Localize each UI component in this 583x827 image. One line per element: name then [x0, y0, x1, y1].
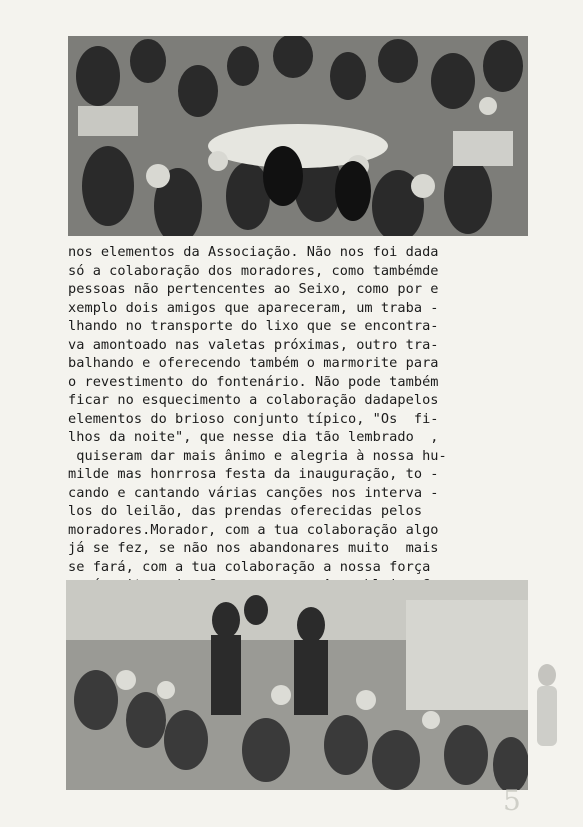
crowd-photo-top — [68, 36, 528, 236]
text-line: los do leilão, das prendas oferecidas pelos — [68, 503, 423, 519]
text-line: milde mas honrrosa festa da inauguração, to - — [68, 466, 439, 482]
text-line: xemplo dois amigos que apareceram, um traba - — [68, 299, 439, 316]
text-line: o revestimento do fontenário. Não pode também — [68, 373, 439, 390]
text-line: elementos do brioso conjunto típico, "Os fi- — [68, 410, 439, 427]
text-line: só a colaboração dos moradores, como tambémde — [68, 262, 439, 279]
article-text — [68, 243, 530, 595]
text-line: ficar no esquecimento a colaboração dadapelos — [68, 392, 439, 408]
text-line: lhando no transporte do lixo que se encontra- — [68, 318, 439, 334]
text-line: pessoas não pertencentes ao Seixo, como por e — [68, 281, 439, 297]
page-number: 5 — [503, 784, 521, 817]
text-line: quiseram dar mais ânimo e alegria à nossa hu- — [68, 447, 447, 464]
text-line: se fará, com a tua colaboração a nossa força — [68, 558, 431, 575]
text-line: va amontoado nas valetas próximas, outro tra- — [68, 336, 439, 353]
side-margin-figure — [532, 660, 562, 750]
text-line: já se fez, se não nos abandonares muito mais — [68, 540, 439, 556]
crowd-photo-bottom — [66, 580, 528, 790]
text-line: nos elementos da Associação. Não nos foi dada — [68, 244, 439, 260]
text-line: balhando e oferecendo também o marmorite para — [68, 355, 439, 371]
text-line: moradores.Morador, com a tua colaboração algo — [68, 521, 439, 538]
text-line: cando e cantando várias canções nos interva - — [68, 484, 439, 501]
text-line: lhos da noite", que nesse dia tão lembrado , — [68, 429, 439, 445]
